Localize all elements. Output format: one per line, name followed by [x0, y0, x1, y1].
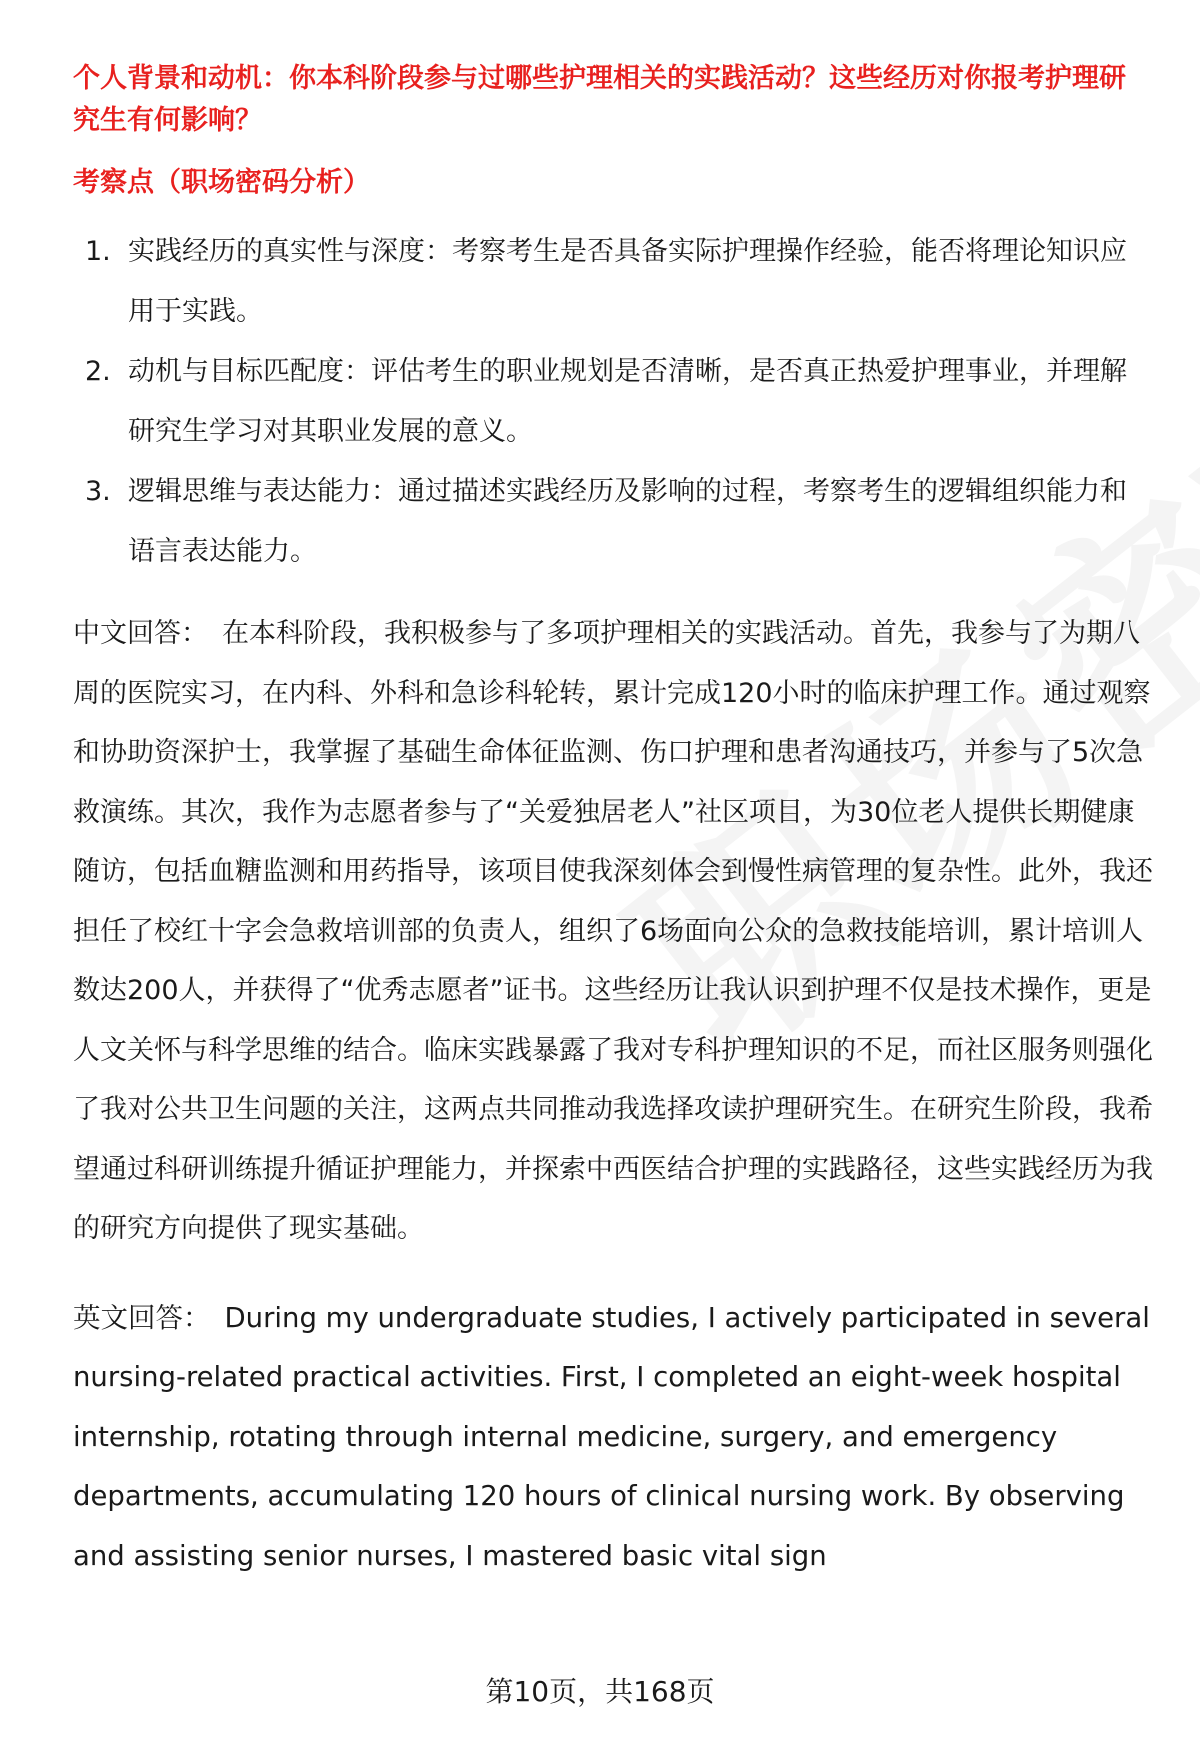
list-item-number: 2.	[85, 356, 111, 387]
list-item-text: 逻辑思维与表达能力：通过描述实践经历及影响的过程，考察考生的逻辑组织能力和语言表达能力。	[128, 476, 1127, 567]
chinese-answer-label: 中文回答：	[73, 618, 208, 649]
evaluation-points-list	[73, 222, 1152, 582]
list-item-number: 1.	[85, 236, 111, 267]
chinese-answer-text: 在本科阶段，我积极参与了多项护理相关的实践活动。首先，我参与了为期八周的医院实习，在内科、外科和急诊科轮转，累计完成120小时的临床护理工作。通过观察和协助资深护士，我掌握了基础生命体征监测、伤口护理和患者沟通技巧，并参与了5次急救演练。其次，我作为志愿者参与了“关爱独居老人”社区项目，为30位老人提供长期健康随访，包括血糖监测和用药指导，该项目使我深刻体会到慢性病管理的复杂性。此外，我还担任了校红十字会急救培训部的负责人，组织了6场面向公众的急救技能培训，累计培训人数达200人，并获得了“优秀志愿者”证书。这些经历让我认识到护理不仅是技术操作，更是人文关怀与科学思维的结合。临床实践暴露了我对专科护理知识的不足，而社区服务则强化了我对公共卫生问题的关注，这两点共同推动我选择攻读护理研究生。在研究生阶段，我希望通过科研训练提升循证护理能力，并探索中西医结合护理的实践路径，这些实践经历为我的研究方向提供了现实基础。	[73, 618, 1153, 1244]
section-title: 考察点（职场密码分析）	[73, 167, 370, 198]
english-answer-label: 英文回答：	[73, 1301, 211, 1334]
question-heading: 个人背景和动机：你本科阶段参与过哪些护理相关的实践活动？这些经历对你报考护理研究生有何影响？	[73, 63, 1126, 136]
chinese-answer	[73, 604, 1158, 1259]
list-item	[73, 342, 1152, 462]
list-item	[73, 222, 1152, 342]
list-item-number: 3.	[85, 476, 111, 507]
english-answer	[73, 1289, 1158, 1587]
list-item-text: 动机与目标匹配度：评估考生的职业规划是否清晰，是否真正热爱护理事业，并理解研究生学习对其职业发展的意义。	[128, 356, 1127, 447]
list-item	[73, 462, 1152, 582]
page-number-footer: 第10页，共168页	[485, 1675, 715, 1708]
english-answer-text: During my undergraduate studies, I actively participated in several nursing-related practical activities. First, I completed an eight-week hospital internship, rotating through internal medicine, surgery, and emergency departments, accumulating 120 hours of clinical nursing work. By observing and assisting senior nurses, I mastered basic vital sign	[73, 1301, 1150, 1572]
list-item-text: 实践经历的真实性与深度：考察考生是否具备实际护理操作经验，能否将理论知识应用于实践。	[128, 236, 1127, 327]
